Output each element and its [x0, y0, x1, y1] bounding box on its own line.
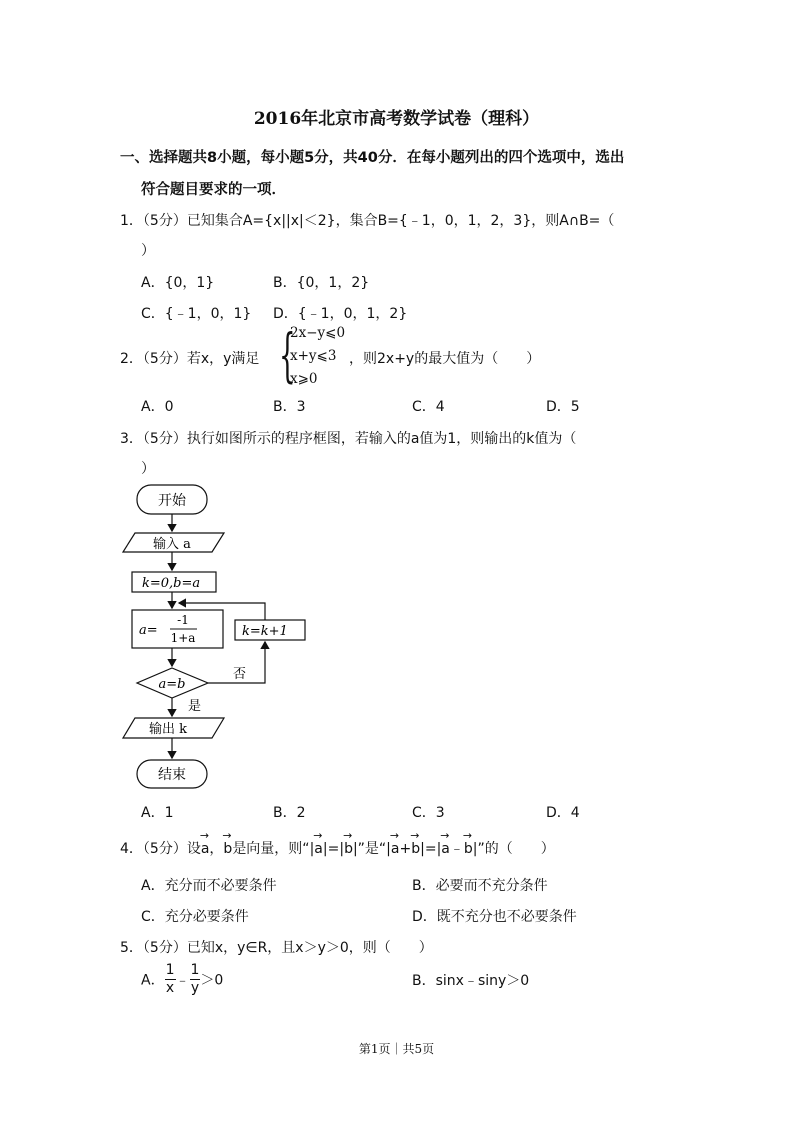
- flow-input-label: 输入 a: [153, 537, 191, 552]
- q4-option-c[interactable]: C．充分必要条件: [141, 909, 249, 925]
- question-3-cont: ）: [141, 461, 155, 477]
- q4-option-b[interactable]: B．必要而不充分条件: [412, 878, 548, 894]
- question-5-text: 5．（5分）已知x，y∈R，且x＞y＞0，则（ ）: [120, 940, 433, 956]
- flow-yes-label: 是: [188, 699, 202, 714]
- q3-option-a[interactable]: A．1: [141, 805, 174, 821]
- page-title: 2016年北京市高考数学试卷（理科）: [253, 109, 540, 129]
- system-brace: {: [279, 321, 296, 389]
- q3-option-b[interactable]: B．2: [273, 805, 306, 821]
- flow-init-label: k=0,b=a: [142, 576, 201, 591]
- flow-no-label: 否: [233, 667, 247, 682]
- section-heading-line2: 符合题目要求的一项．: [141, 182, 286, 198]
- q1-option-c[interactable]: C．{﹣1，0，1}: [141, 306, 252, 322]
- q3-option-d[interactable]: D．4: [546, 805, 580, 821]
- question-1-cont: ）: [141, 243, 155, 259]
- question-2-suffix: ，则2x+y的最大值为（ ）: [349, 351, 541, 367]
- question-3-text: 3．（5分）执行如图所示的程序框图，若输入的a值为1，则输出的k值为（: [120, 431, 577, 447]
- flow-assign-den: 1+a: [170, 631, 196, 645]
- flowchart: [115, 480, 315, 795]
- q2-option-d[interactable]: D．5: [546, 399, 580, 415]
- flow-condition-label: a=b: [158, 677, 186, 692]
- q1-option-a[interactable]: A．{0，1}: [141, 275, 215, 291]
- flow-end-label: 结束: [158, 767, 186, 783]
- vector-b: → b: [223, 841, 232, 857]
- condition-3: x⩾0: [290, 371, 318, 387]
- q3-option-c[interactable]: C．3: [412, 805, 445, 821]
- question-4-text: 4．（5分）设→ a，→ b是向量，则“|→ a|=|→ b|”是“|→ a+→ b|=|→ a﹣→ b|”的（ ）: [120, 838, 555, 858]
- page-footer: 第1页｜共5页: [358, 1042, 435, 1056]
- condition-1: 2x−y⩽0: [290, 325, 346, 341]
- q1-option-b[interactable]: B．{0，1，2}: [273, 275, 370, 291]
- flow-assign-lhs: a=: [139, 623, 158, 638]
- q4-option-d[interactable]: D．既不充分也不必要条件: [412, 909, 577, 925]
- q1-option-d[interactable]: D．{﹣1，0，1，2}: [273, 306, 408, 322]
- flow-output-label: 输出 k: [149, 722, 188, 737]
- q2-option-b[interactable]: B．3: [273, 399, 306, 415]
- question-1-text: 1．（5分）已知集合A={x||x|＜2}，集合B={﹣1，0，1，2，3}，则A∩B=（: [120, 213, 615, 229]
- condition-2: x+y⩽3: [290, 348, 337, 364]
- flow-update-label: k=k+1: [242, 624, 288, 639]
- flow-start-label: 开始: [158, 493, 186, 509]
- q2-option-a[interactable]: A．0: [141, 399, 174, 415]
- question-2-prefix: 2．（5分）若x，y满足: [120, 351, 260, 367]
- q2-option-c[interactable]: C．4: [412, 399, 445, 415]
- q5-option-b[interactable]: B．sinx﹣siny＞0: [412, 973, 530, 989]
- q5-option-a[interactable]: A． $\frac{1}{x}$ ﹣ $\frac{1}{y}$ ＞0: [141, 962, 224, 996]
- vector-a: → a: [201, 841, 210, 857]
- flow-assign-num: -1: [177, 613, 189, 627]
- q4-option-a[interactable]: A．充分而不必要条件: [141, 878, 277, 894]
- section-heading-line1: 一、选择题共8小题，每小题5分，共40分．在每小题列出的四个选项中，选出: [120, 150, 625, 166]
